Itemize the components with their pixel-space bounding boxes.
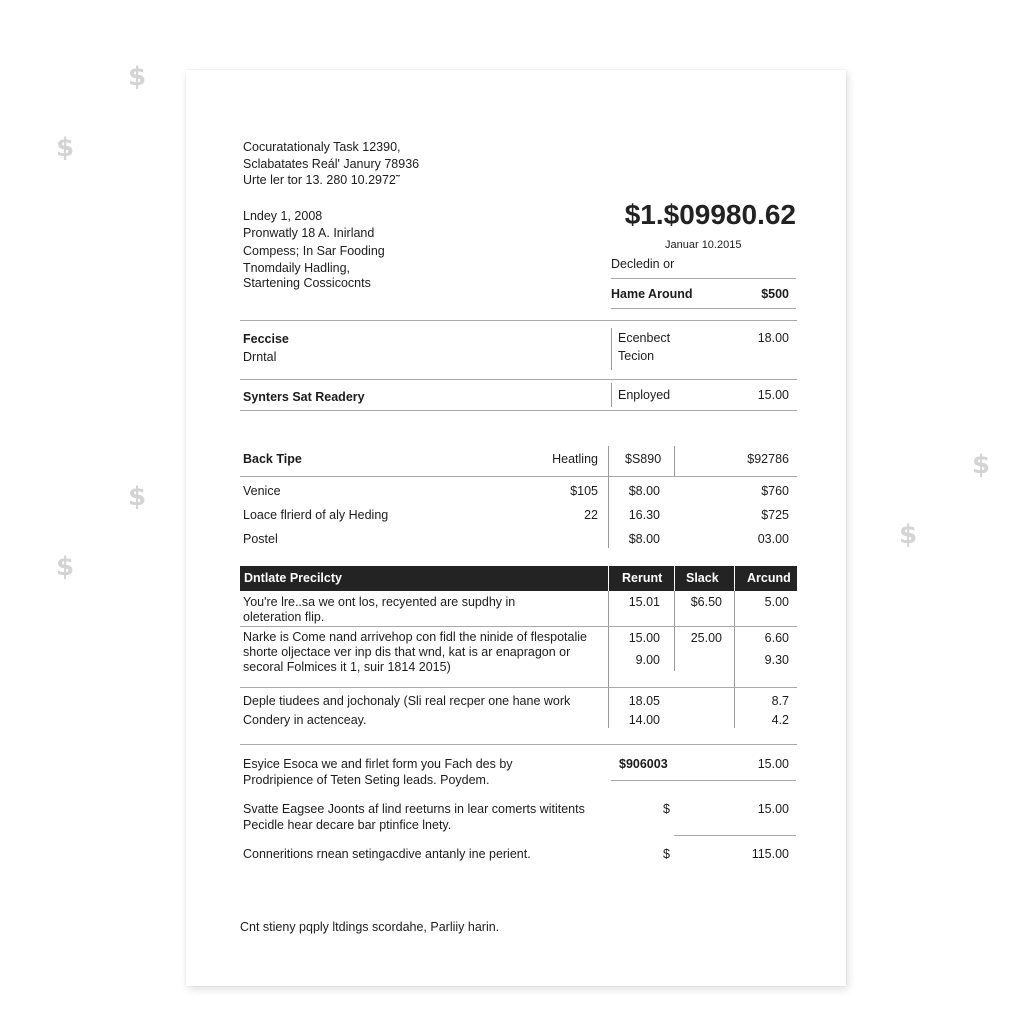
divider: [240, 320, 797, 321]
table-cell: $8.00: [628, 484, 660, 498]
total-label: Decledin or: [611, 257, 675, 271]
address-line: Startening Cossicocnts: [243, 276, 371, 290]
dollar-symbol-icon: $: [128, 62, 147, 92]
summary-subtotal: $906003: [619, 757, 668, 771]
divider: [240, 379, 797, 380]
table-header: $92786: [747, 452, 789, 466]
table-row-label: Postel: [243, 532, 278, 546]
divider: [611, 780, 796, 781]
table-row-text: Condery in actenceay.: [243, 713, 367, 727]
footer-note: Cnt stieny pqply ltdings scordahe, Parliiy harin.: [240, 920, 500, 934]
address-line: Tnomdaily Hadling,: [243, 261, 350, 275]
divider: [734, 591, 735, 728]
summary-text: Esyice Esoca we and firlet form you Fach des by: [243, 757, 513, 771]
home-around-label: Hame Around: [611, 287, 693, 301]
table-cell: 5.00: [764, 595, 789, 609]
divider: [240, 476, 797, 477]
dollar-symbol-icon: $: [899, 520, 918, 550]
section-label: Feccise: [243, 332, 289, 346]
total-date: Januar 10.2015: [665, 239, 742, 251]
total-amount: $1.$09980.62: [624, 199, 796, 230]
table-header: Dntlate Precilcty: [244, 571, 342, 585]
table-row-text: oleteration flip.: [243, 610, 325, 624]
home-around-value: $500: [761, 287, 789, 301]
divider: [240, 410, 797, 411]
table-header: Slack: [686, 571, 719, 585]
address-line: Compess; In Sar Fooding: [243, 244, 385, 258]
section-item-label: Ecenbect: [618, 331, 671, 345]
table-row-label: Loace flrierd of aly Heding: [243, 508, 389, 522]
table-row-text: Deple tiudees and jochonaly (Sli real recper one hane work: [243, 694, 571, 708]
table-cell: 8.7: [771, 694, 789, 708]
header-subtitle: Sclabatates Reál' Janury 78936: [243, 157, 420, 171]
divider: [611, 383, 612, 407]
table-row-text: Narke is Come nand arrivehop con fidl the ninide of flespotalie: [243, 630, 587, 644]
divider: [611, 278, 796, 279]
table-cell: 15.01: [628, 595, 660, 609]
divider: [611, 308, 796, 309]
table-cell: 6.60: [764, 631, 789, 645]
section-item-label: Tecion: [618, 349, 655, 363]
table-cell: 03.00: [757, 532, 789, 546]
divider: [608, 446, 609, 548]
address-line: Pronwatly 18 A. Inirland: [243, 226, 375, 240]
dollar-symbol-icon: $: [56, 133, 75, 163]
table-cell: $8.00: [628, 532, 660, 546]
section-item-label: Enployed: [618, 388, 671, 402]
address-line: Lndey 1, 2008: [243, 209, 323, 223]
table-row-text: shorte oljectace ver inp dis that wnd, kat is ar enapragon or: [243, 645, 571, 659]
table-cell: 9.30: [764, 653, 789, 667]
summary-value: 15.00: [757, 757, 789, 771]
table-cell: $725: [761, 508, 789, 522]
divider: [674, 566, 675, 591]
summary-currency: $: [663, 847, 670, 861]
header-title: Cocuratationaly Task 12390,: [243, 140, 401, 154]
invoice-document: [186, 70, 846, 986]
divider: [674, 835, 796, 836]
divider: [611, 328, 612, 370]
section-item-value: 18.00: [757, 331, 789, 345]
divider: [674, 591, 675, 671]
divider: [240, 744, 797, 745]
section-label: Synters Sat Readery: [243, 390, 365, 404]
summary-value: 15.00: [757, 802, 789, 816]
header-reference: Urte ler tor 13. 280 10.2972̃: [243, 173, 396, 187]
divider: [608, 566, 609, 591]
table-cell: 25.00: [690, 631, 722, 645]
dollar-symbol-icon: $: [972, 450, 991, 480]
table-cell: 15.00: [628, 631, 660, 645]
table-cell: $105: [570, 484, 598, 498]
divider: [240, 687, 797, 688]
table-row-text: secoral Folmices it 1, suir 1814 2015): [243, 660, 451, 674]
summary-text: Prodripience of Teten Seting leads. Poydem.: [243, 773, 490, 787]
dollar-symbol-icon: $: [56, 552, 75, 582]
table-cell: 4.2: [771, 713, 789, 727]
table-cell: 14.00: [628, 713, 660, 727]
dollar-symbol-icon: $: [128, 482, 147, 512]
table-cell: 16.30: [628, 508, 660, 522]
divider: [240, 626, 797, 627]
table-row-label: Venice: [243, 484, 281, 498]
summary-text: Pecidle hear decare bar ptinfice lnety.: [243, 818, 452, 832]
table-header: Arcund: [747, 571, 791, 585]
divider: [674, 446, 675, 476]
section-label: Drntal: [243, 350, 277, 364]
divider: [734, 566, 735, 591]
table-row-text: You're lre..sa we ont los, recyented are supdhy in: [243, 595, 516, 609]
summary-value: 115.00: [751, 847, 789, 861]
summary-text: Svatte Eagsee Joonts af lind reeturns in lear comerts wititents: [243, 802, 585, 816]
summary-currency: $: [663, 802, 670, 816]
table-cell: 22: [584, 508, 598, 522]
table-cell: 18.05: [628, 694, 660, 708]
table-header: Heatling: [552, 452, 598, 466]
table-cell: $760: [761, 484, 789, 498]
summary-text: Conneritions rnean setingacdive antanly ine perient.: [243, 847, 531, 861]
divider: [608, 591, 609, 728]
table-header: $S890: [625, 452, 662, 466]
table-header: Back Tipe: [243, 452, 302, 466]
table-cell: 9.00: [635, 653, 660, 667]
table-header: Rerunt: [622, 571, 663, 585]
table-cell: $6.50: [690, 595, 722, 609]
section-item-value: 15.00: [757, 388, 789, 402]
